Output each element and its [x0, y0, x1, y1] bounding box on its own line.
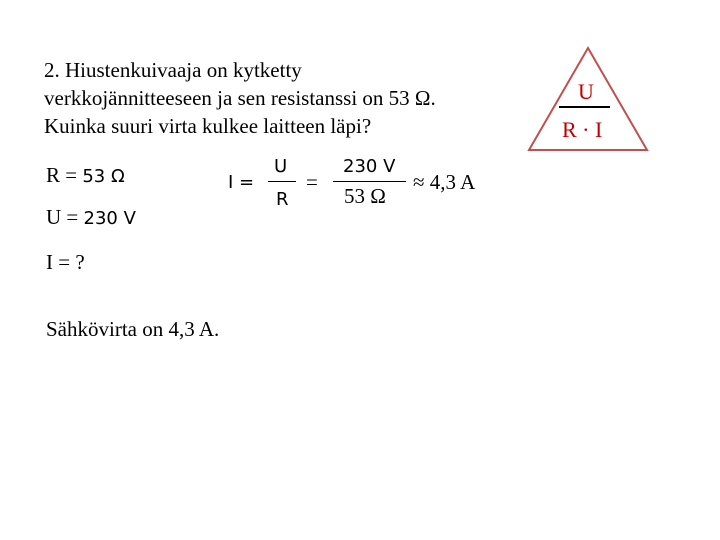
resistance-label: R = [46, 163, 78, 187]
formula-lhs: I = [228, 172, 255, 193]
question-line-3: Kuinka suuri virta kulkee laitteen läpi? [44, 114, 372, 138]
triangle-top-label: U [578, 79, 594, 104]
answer-text: Sähkövirta on 4,3 A. [46, 317, 220, 341]
formula-numerator-symbol: U [274, 156, 288, 177]
question-line-1: 2. Hiustenkuivaaja on kytketty [44, 58, 302, 82]
formula-denominator-value: 53 Ω [344, 184, 386, 208]
voltage-label: U = [46, 205, 79, 229]
formula-fraction-line-2 [333, 181, 406, 182]
question-text [44, 56, 436, 140]
given-voltage [46, 205, 136, 230]
resistance-value: 53 Ω [82, 166, 125, 187]
given-resistance [46, 163, 125, 188]
formula-equals: = [306, 170, 318, 194]
formula-fraction-line-1 [268, 181, 296, 182]
ohms-law-triangle [526, 45, 650, 153]
formula-numerator-value: 230 V [343, 156, 396, 177]
unknown-current: I = ? [46, 250, 85, 274]
question-line-2: verkkojännitteeseen ja sen resistanssi on 53 Ω. [44, 86, 436, 110]
voltage-value: 230 V [83, 208, 136, 229]
triangle-bottom-label: R · I [562, 117, 603, 142]
formula-denominator-symbol: R [276, 189, 289, 210]
formula-result: ≈ 4,3 A [413, 170, 476, 194]
